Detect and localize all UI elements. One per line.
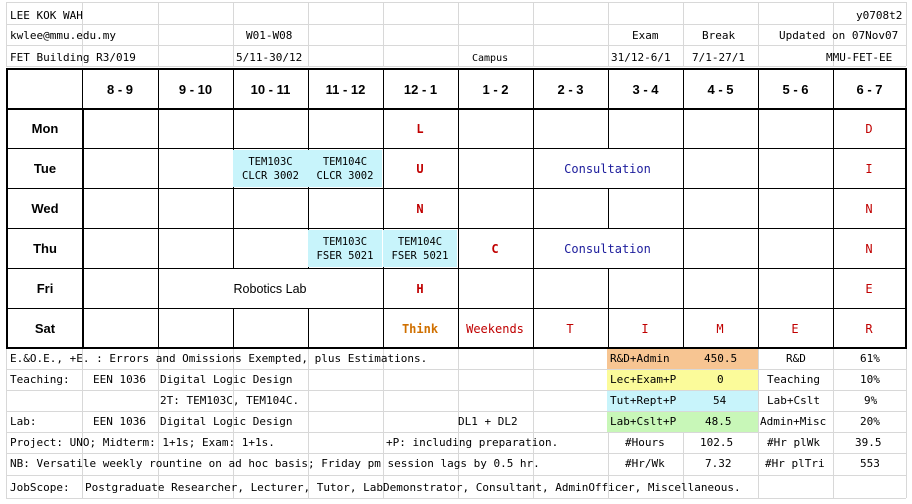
class-room: CLCR 3002 [316, 169, 374, 182]
stat-label: #Hr/Wk [625, 457, 665, 470]
stat-label: #Hours [625, 436, 665, 449]
dinner-letter-d: D [865, 122, 873, 136]
stat-percent: 10% [860, 373, 880, 386]
stat-value: 450.5 [704, 352, 738, 365]
lunch-letter-l: L [416, 122, 424, 136]
row-divider [8, 308, 905, 309]
grid-line [6, 24, 906, 25]
day-label-wed: Wed [31, 200, 59, 216]
class-cell-thu-tem104c[interactable] [383, 230, 457, 267]
cell-divider [458, 148, 459, 188]
cell-divider [683, 148, 684, 188]
day-label-sat: Sat [34, 320, 56, 336]
sat-letter-m: M [716, 321, 724, 336]
grid-line [6, 2, 7, 66]
cell-divider [758, 188, 759, 228]
grid-line [6, 2, 906, 3]
lab-groups: DL1 + DL2 [458, 415, 518, 428]
stat-category: #Hr plWk [767, 436, 820, 449]
cell-divider [158, 148, 159, 188]
lab-code: EEN 1036 [93, 415, 146, 428]
semester-dates: 5/11-30/12 [236, 51, 303, 64]
dinner-letter-e: E [865, 282, 873, 296]
cell-divider [158, 188, 159, 228]
stat-value: 0 [717, 373, 724, 386]
cell-divider [608, 268, 609, 308]
cell-divider [458, 268, 459, 308]
exam-label: Exam [632, 29, 659, 42]
cell-divider [533, 268, 534, 308]
stat-category: Lab+Cslt [767, 394, 820, 407]
cell-divider [158, 228, 159, 268]
teaching-tutorials: 2T: TEM103C, TEM104C. [160, 394, 300, 407]
prep-note: +P: including preparation. [386, 436, 559, 449]
time-slot-header: 4 - 5 [707, 81, 734, 97]
time-slot-header: 2 - 3 [557, 81, 584, 97]
stat-category: Admin+Misc [760, 415, 827, 428]
dinner-letter-n2: N [865, 242, 873, 256]
grid-line [533, 2, 534, 66]
cell-divider [758, 228, 759, 268]
grid-line [6, 475, 906, 476]
grid-line [533, 348, 534, 498]
sat-letter-t: T [566, 321, 574, 336]
stat-label: Lec+Exam+P [610, 373, 677, 386]
weekends-label: Weekends [466, 321, 524, 336]
lab-subject: Digital Logic Design [160, 415, 293, 428]
cell-divider [308, 188, 309, 228]
stat-percent: 20% [860, 415, 880, 428]
cell-divider [233, 188, 234, 228]
grid-line [458, 2, 459, 66]
lunch-letter-c: C [491, 242, 499, 256]
stat-value: 7.32 [705, 457, 732, 470]
project-note: Project: UNO; Midterm: 1+1s; Exam: 1+1s. [10, 436, 275, 449]
campus-label: Campus [472, 53, 509, 64]
stat-label: Tut+Rept+P [610, 394, 677, 407]
cell-divider [233, 308, 234, 348]
day-label-thu: Thu [33, 240, 57, 256]
row-divider [8, 188, 905, 189]
cell-divider [308, 108, 309, 148]
dinner-letter-i: I [865, 162, 873, 176]
cell-divider [608, 188, 609, 228]
cell-divider [533, 108, 534, 148]
cell-divider [683, 268, 684, 308]
cell-divider [758, 268, 759, 308]
class-code: TEM104C [322, 155, 368, 168]
owner-name: LEE KOK WAH [10, 9, 83, 22]
stat-value: 54 [713, 394, 727, 407]
cell-divider [458, 188, 459, 228]
lab-label: Lab: [10, 415, 37, 428]
grid-line [758, 2, 759, 66]
time-slot-header: 9 - 10 [178, 81, 213, 97]
cell-divider [158, 308, 159, 348]
cell-divider [233, 108, 234, 148]
grid-line [906, 2, 907, 66]
lunch-letter-n: N [416, 202, 424, 216]
grid-line [6, 390, 906, 391]
day-label-tue: Tue [33, 160, 57, 176]
class-cell-tue-tem103c[interactable] [233, 150, 308, 187]
cell-divider [458, 108, 459, 148]
jobscope-text: Postgraduate Researcher, Lecturer, Tutor, LabDemonstrator, Consultant, AdminOfficer, Miscellaneous. [85, 481, 741, 494]
exam-dates: 31/12-6/1 [611, 51, 671, 64]
sat-letter-r: R [865, 321, 873, 336]
class-cell-tue-tem104c[interactable] [308, 150, 382, 187]
grid-line [6, 453, 906, 454]
grid-line [82, 348, 83, 498]
stat-percent: 553 [860, 457, 880, 470]
consultation-tue: Consultation [564, 161, 651, 176]
updated-date: Updated on 07Nov07 [779, 29, 899, 42]
timetable-border-bottom [6, 347, 907, 349]
grid-line [608, 2, 609, 66]
cell-divider [533, 188, 534, 228]
robotics-lab-fri: Robotics Lab [233, 281, 307, 296]
grid-line [158, 348, 159, 498]
stat-percent: 9% [864, 394, 878, 407]
sat-letter-e: E [791, 321, 799, 336]
weeks-range: W01-W08 [246, 29, 293, 42]
lunch-letter-h: H [416, 282, 424, 296]
cell-divider [308, 308, 309, 348]
office-room: FET Building R3/019 [10, 51, 136, 64]
stat-value: 102.5 [700, 436, 734, 449]
cell-divider [233, 228, 234, 268]
cell-divider [758, 148, 759, 188]
grid-line [6, 348, 7, 498]
grid-line [6, 432, 906, 433]
grid-line [6, 411, 906, 412]
grid-line [906, 348, 907, 498]
class-code: TEM103C [248, 155, 293, 168]
stat-category: R&D [786, 352, 806, 365]
break-dates: 7/1-27/1 [692, 51, 745, 64]
timetable-border-right [905, 68, 907, 349]
grid-line [683, 2, 684, 66]
think-label: Think [401, 321, 439, 336]
grid-line [833, 348, 834, 498]
stat-label: Lab+Cslt+P [610, 415, 677, 428]
row-divider [8, 228, 905, 229]
teaching-label: Teaching: [10, 373, 70, 386]
stat-category: Teaching [767, 373, 820, 386]
grid-line [383, 348, 384, 498]
grid-line [383, 2, 384, 66]
cell-divider [683, 188, 684, 228]
class-cell-thu-tem103c[interactable] [308, 230, 382, 267]
time-slot-header: 12 - 1 [403, 81, 438, 97]
cell-divider [158, 108, 159, 148]
class-room: FSER 5021 [391, 249, 449, 262]
eoe-note: E.&O.E., +E. : Errors and Omissions Exempted, plus Estimations. [10, 352, 428, 365]
time-slot-header: 10 - 11 [250, 81, 291, 97]
grid-line [6, 498, 906, 499]
time-slot-header: 6 - 7 [856, 81, 883, 97]
cell-divider [683, 228, 684, 268]
grid-line [6, 45, 906, 46]
time-slot-header: 1 - 2 [482, 81, 509, 97]
grid-line [758, 348, 759, 498]
time-slot-header: 5 - 6 [782, 81, 809, 97]
nb-note: NB: Versatile weekly rountine on ad hoc basis; Friday pm session lags by 0.5 hr. [10, 457, 540, 470]
dinner-letter-n1: N [865, 202, 873, 216]
cell-divider [608, 108, 609, 148]
grid-line [308, 348, 309, 498]
time-slot-header: 3 - 4 [632, 81, 659, 97]
teaching-code: EEN 1036 [93, 373, 146, 386]
day-label-fri: Fri [36, 280, 54, 296]
stat-percent: 61% [860, 352, 880, 365]
class-room: CLCR 3002 [242, 169, 299, 182]
stat-category: #Hr plTri [765, 457, 825, 470]
time-slot-header: 11 - 12 [325, 81, 366, 97]
stat-percent: 39.5 [855, 436, 882, 449]
department-code: MMU-FET-EE [826, 51, 893, 64]
grid-line [158, 2, 159, 66]
class-code: TEM103C [322, 235, 368, 248]
break-label: Break [702, 29, 736, 42]
row-divider [8, 268, 905, 269]
sheet-code: y0708t2 [856, 9, 903, 22]
sat-letter-i: I [641, 321, 649, 336]
grid-line [233, 2, 234, 66]
stat-label: R&D+Admin [610, 352, 670, 365]
teaching-subject: Digital Logic Design [160, 373, 293, 386]
grid-line [6, 369, 906, 370]
grid-line [6, 66, 906, 67]
class-code: TEM104C [397, 235, 443, 248]
jobscope-label: JobScope: [10, 481, 70, 494]
stat-value: 48.5 [705, 415, 732, 428]
class-room: FSER 5021 [316, 249, 374, 262]
time-slot-header: 8 - 9 [106, 81, 133, 97]
cell-divider [683, 108, 684, 148]
lunch-letter-u: U [416, 162, 424, 176]
consultation-thu: Consultation [564, 241, 651, 256]
owner-email[interactable]: kwlee@mmu.edu.my [10, 29, 116, 42]
grid-line [308, 2, 309, 66]
cell-divider [758, 108, 759, 148]
day-label-mon: Mon [31, 120, 59, 136]
row-divider [8, 148, 905, 149]
